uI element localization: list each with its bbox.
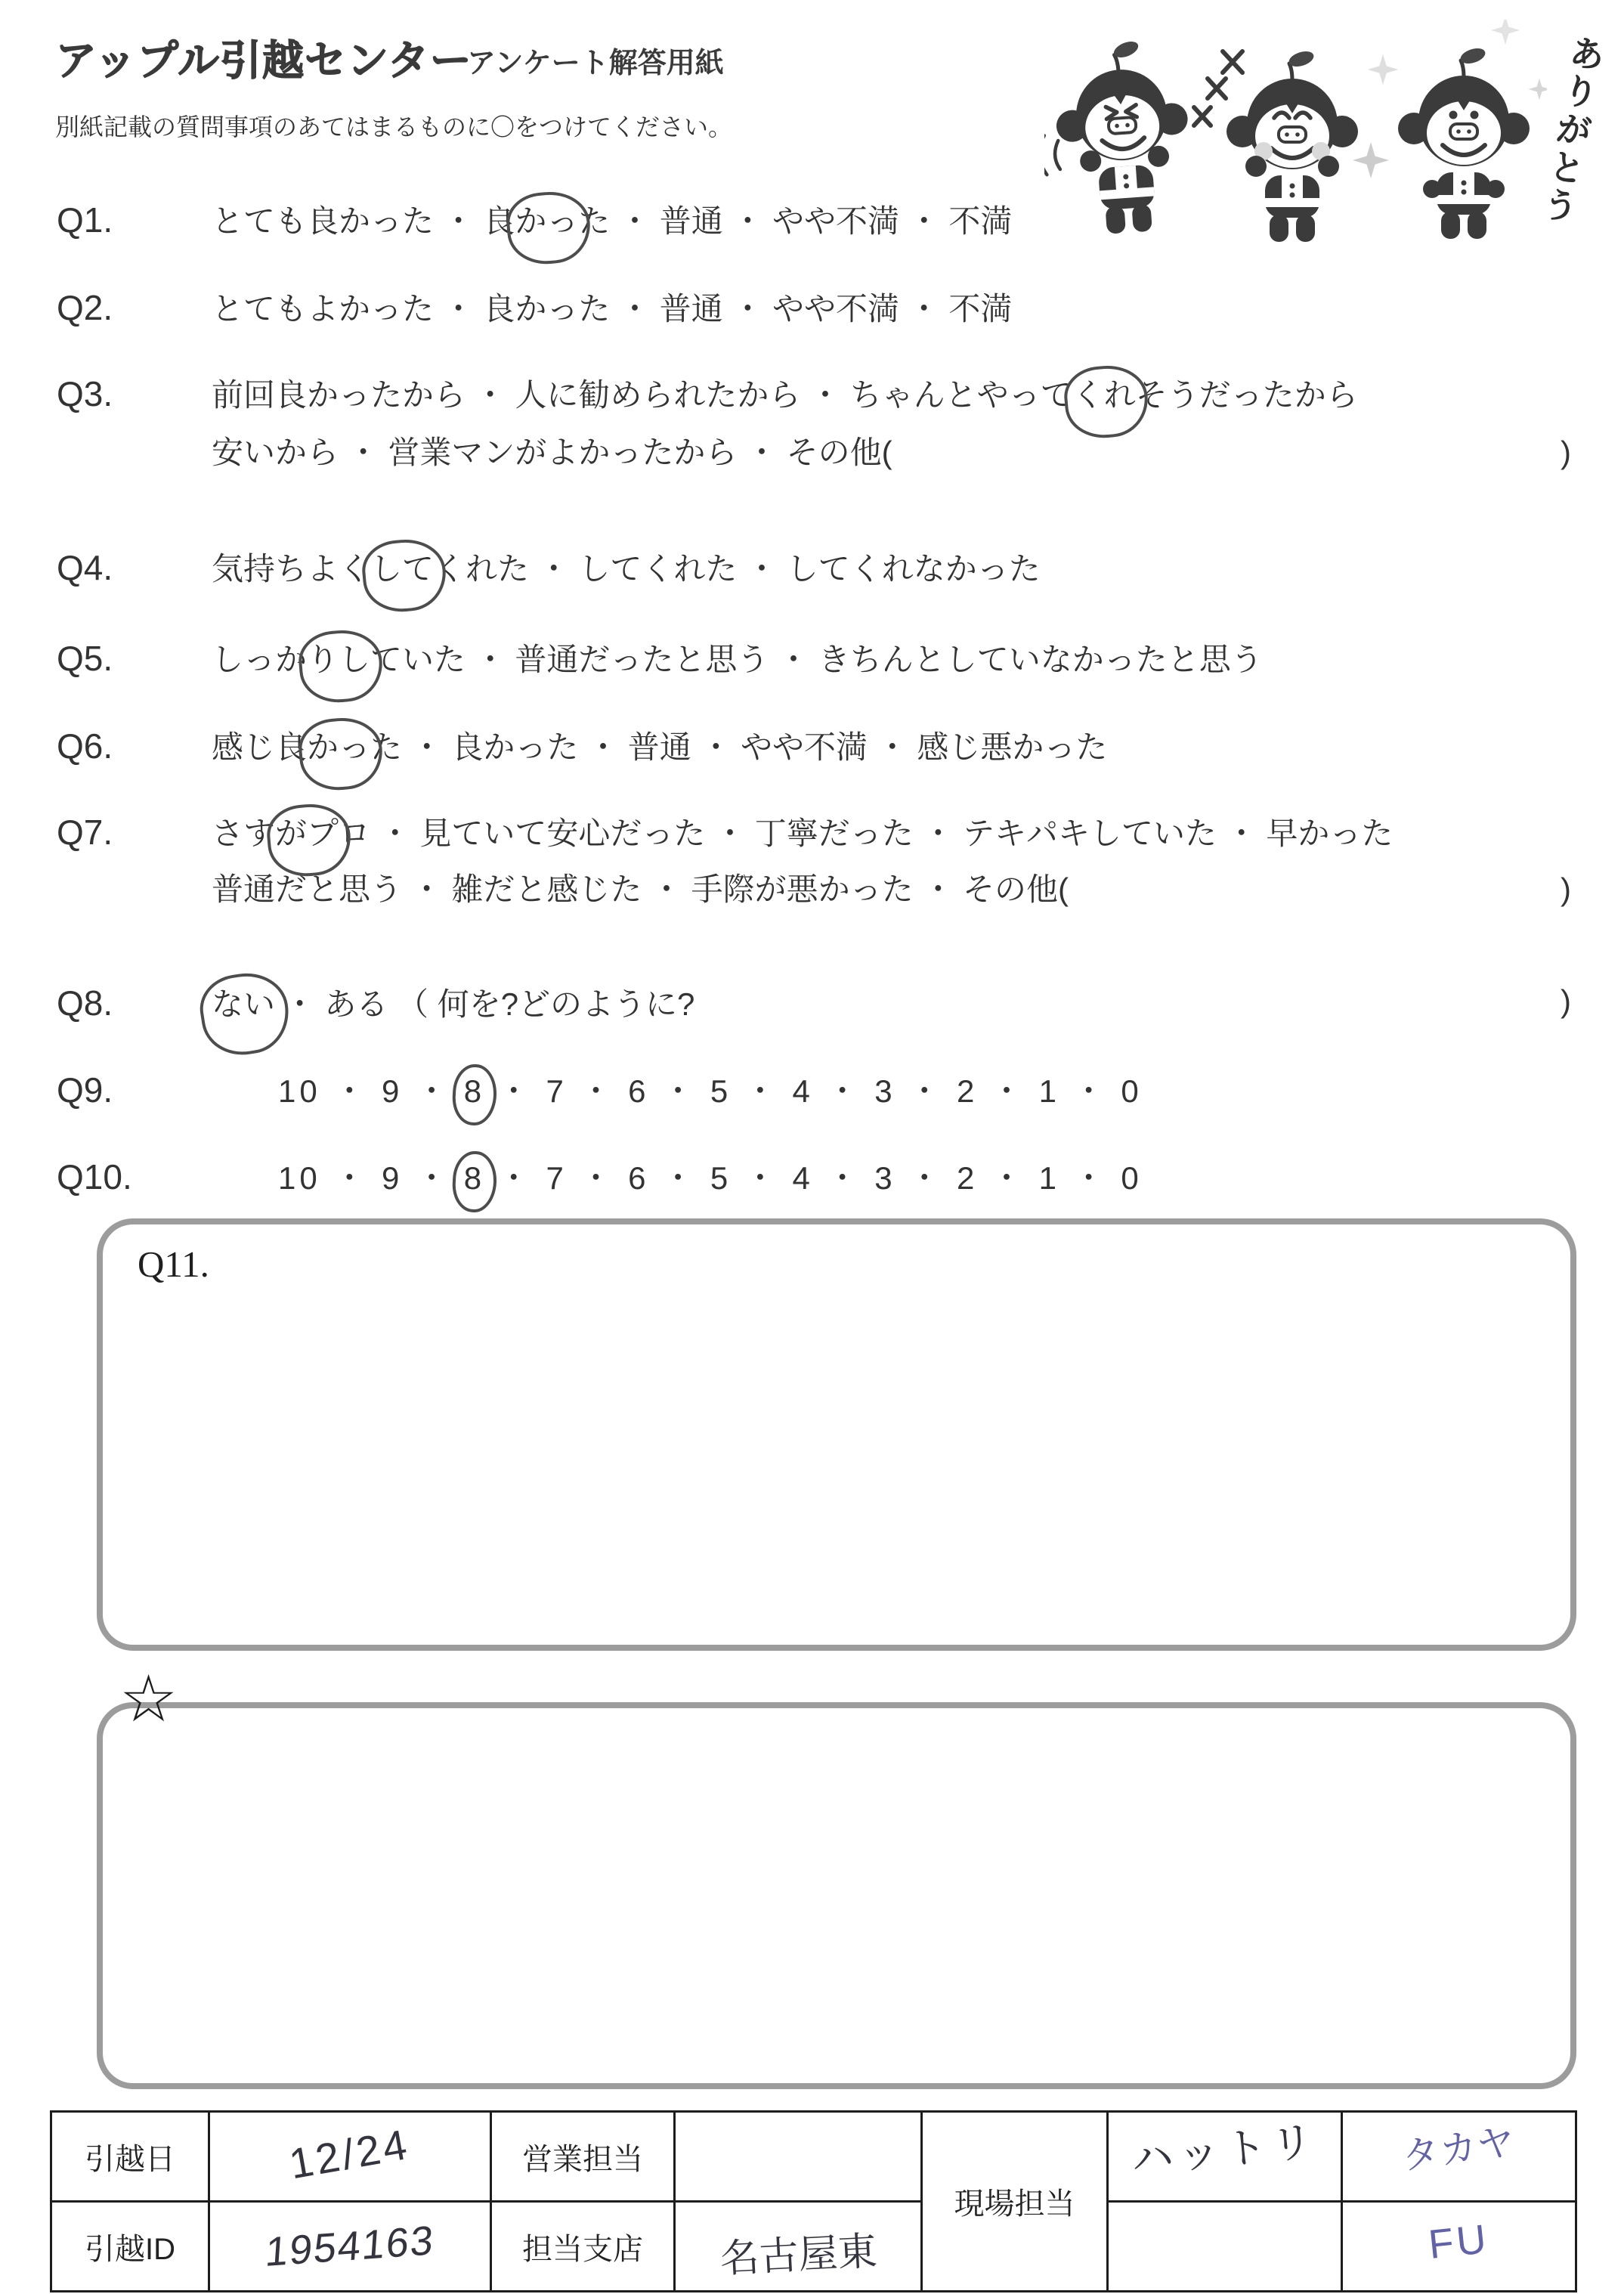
sparkle-icon bbox=[1368, 54, 1399, 85]
options-text: ロ ・ 見ていて安心だった ・ 丁寧だった ・ テキパキしていた ・ 早かった bbox=[339, 816, 1394, 851]
question-row-q9 bbox=[57, 1068, 1586, 1113]
move-date-label: 引越日 bbox=[51, 2112, 209, 2202]
question-number: Q4. bbox=[57, 548, 113, 587]
question-number: Q9. bbox=[57, 1070, 113, 1110]
options-text: そうだったから bbox=[1135, 377, 1358, 413]
footer-info-table bbox=[50, 2110, 1577, 2292]
options-text: ていた ・ 普通だったと思う ・ きちんとしていなかったと思う bbox=[370, 642, 1263, 677]
options-text: た ・ 良かった ・ 普通 ・ やや不満 ・ 感じ悪かった bbox=[370, 729, 1108, 765]
question-options bbox=[212, 642, 1263, 677]
sparkle-icon bbox=[1491, 20, 1520, 45]
question-number: Q8. bbox=[57, 983, 113, 1023]
question-options bbox=[212, 435, 892, 470]
close-paren: ) bbox=[1561, 983, 1571, 1019]
question-options bbox=[212, 871, 1069, 907]
sheet-subtitle: アンケート解答用紙 bbox=[467, 48, 724, 79]
move-date-cell bbox=[209, 2112, 491, 2202]
question-options bbox=[212, 291, 1012, 327]
handwritten-circle: ない bbox=[212, 984, 275, 1026]
question-row-q7 bbox=[57, 810, 1586, 856]
company-title: アップル引越センター bbox=[55, 37, 472, 84]
question-row-q4 bbox=[57, 546, 1586, 591]
close-paren: ) bbox=[1561, 871, 1571, 907]
handwritten-branch: 名古屋東 bbox=[719, 2229, 878, 2281]
crew-label: 現場担当 bbox=[922, 2112, 1108, 2292]
options-text: ・ ある （ 何を?どのように? bbox=[275, 986, 695, 1022]
handwritten-circle: りし bbox=[307, 639, 370, 681]
crew-cell-3 bbox=[1108, 2202, 1342, 2292]
question-row-q3 bbox=[57, 372, 1586, 417]
move-id-label: 引越ID bbox=[51, 2202, 209, 2292]
question-number: Q6. bbox=[57, 726, 113, 766]
comment-box-q11 bbox=[97, 1218, 1576, 1651]
handwritten-circle: 8 bbox=[464, 1071, 485, 1113]
question-row-q10 bbox=[57, 1155, 1586, 1200]
question-options bbox=[212, 551, 1041, 587]
comment-box-star bbox=[97, 1702, 1576, 2089]
branch-cell bbox=[675, 2202, 922, 2292]
options-text: 感じ良 bbox=[212, 729, 308, 765]
move-id-cell bbox=[209, 2202, 491, 2292]
rating-scale bbox=[278, 1160, 1143, 1196]
options-text: くれた ・ してくれた ・ してくれなかった bbox=[434, 551, 1041, 587]
options-text: しっか bbox=[212, 642, 308, 677]
handwritten-move-date: 12/24 bbox=[285, 2119, 413, 2187]
instruction-text: 別紙記載の質問事項のあてはまるものに〇をつけてください。 bbox=[55, 113, 733, 141]
options-text: とてもよかった ・ 良かった ・ 普通 ・ やや不満 ・ 不満 bbox=[212, 291, 1013, 327]
handwritten-circle: して bbox=[370, 549, 434, 590]
crew-cell-1 bbox=[1108, 2112, 1342, 2202]
handwritten-circle: 8 bbox=[464, 1158, 485, 1200]
handwritten-circle: かっ bbox=[307, 727, 370, 769]
question-number: Q1. bbox=[57, 200, 113, 240]
question-row-q3-cont bbox=[57, 432, 1586, 474]
sparkle-icon bbox=[1353, 142, 1389, 178]
options-text: さす bbox=[212, 816, 276, 851]
sales-rep-cell bbox=[675, 2112, 922, 2202]
excitement-marks bbox=[1194, 51, 1242, 125]
question-number: Q10. bbox=[57, 1157, 132, 1197]
sales-rep-label: 営業担当 bbox=[491, 2112, 675, 2202]
handwritten-crew-1: ハットリ bbox=[1128, 2116, 1320, 2184]
question-row-q6 bbox=[57, 724, 1586, 769]
question-number: Q2. bbox=[57, 288, 113, 327]
options-text: 安いから ・ 営業マンがよかったから ・ その他( bbox=[212, 435, 892, 470]
comment-box-label: Q11. bbox=[138, 1243, 209, 1285]
options-text: とても良かった ・ 良 bbox=[212, 203, 515, 239]
handwritten-circle: くれ bbox=[1072, 375, 1136, 416]
handwritten-crew-2: タカヤ bbox=[1398, 2119, 1517, 2178]
question-row-q7-cont bbox=[57, 869, 1586, 911]
question-row-q2 bbox=[57, 286, 1586, 331]
handwritten-circle: がプ bbox=[275, 813, 339, 855]
question-options bbox=[212, 729, 1107, 765]
options-text: 普通だと思う ・ 雑だと感じた ・ 手際が悪かった ・ その他( bbox=[212, 871, 1069, 907]
handwritten-circle: かっ bbox=[515, 201, 578, 243]
question-number: Q7. bbox=[57, 813, 113, 852]
question-row-q8 bbox=[57, 981, 1586, 1026]
question-options bbox=[212, 986, 694, 1022]
question-row-q1 bbox=[57, 198, 1586, 243]
options-text: ・ 7 ・ 6 ・ 5 ・ 4 ・ 3 ・ 2 ・ 1 ・ 0 bbox=[485, 1160, 1143, 1196]
rating-scale bbox=[278, 1073, 1143, 1109]
question-number: Q3. bbox=[57, 374, 113, 413]
thanks-text: ありがとう bbox=[1535, 31, 1608, 229]
crew-cell-2 bbox=[1342, 2112, 1576, 2202]
options-text: 10 ・ 9 ・ bbox=[278, 1160, 464, 1196]
question-options bbox=[212, 377, 1358, 413]
branch-label: 担当支店 bbox=[491, 2202, 675, 2292]
crew-cell-4 bbox=[1342, 2202, 1576, 2292]
star-icon: ☆ bbox=[119, 1663, 178, 1735]
options-text: 前回良かったから ・ 人に勧められたから ・ ちゃんとやって bbox=[212, 377, 1072, 413]
options-text: た ・ 普通 ・ やや不満 ・ 不満 bbox=[578, 203, 1013, 239]
question-options bbox=[212, 816, 1393, 851]
options-text: ・ 7 ・ 6 ・ 5 ・ 4 ・ 3 ・ 2 ・ 1 ・ 0 bbox=[485, 1073, 1143, 1109]
close-paren: ) bbox=[1561, 435, 1571, 470]
question-number: Q5. bbox=[57, 639, 113, 678]
question-row-q5 bbox=[57, 636, 1586, 682]
options-text: 10 ・ 9 ・ bbox=[278, 1073, 464, 1109]
options-text: 気持ちよく bbox=[212, 551, 371, 587]
question-options bbox=[212, 203, 1012, 239]
handwritten-crew-4: FU bbox=[1425, 2216, 1491, 2268]
handwritten-move-id: 1954163 bbox=[264, 2217, 436, 2276]
